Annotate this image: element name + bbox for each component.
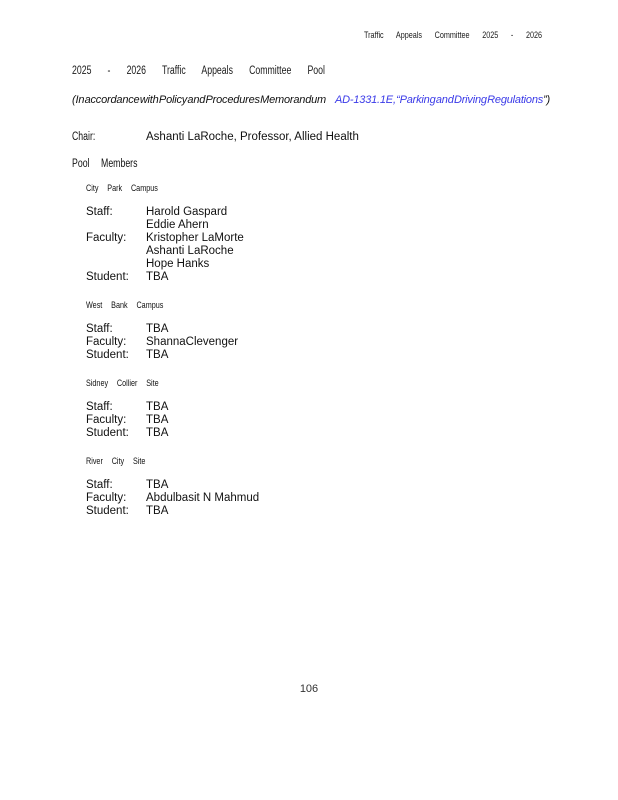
member-row [86, 336, 546, 349]
member-name: TBA [146, 349, 169, 361]
member-name: TBA [146, 479, 169, 491]
member-name: Ashanti LaRoche [146, 245, 234, 257]
campus-heading [86, 300, 546, 311]
member-names [146, 414, 168, 427]
member-name: Harold Gaspard [146, 206, 228, 218]
member-name: TBA [146, 505, 169, 517]
member-names [146, 427, 168, 440]
policy-memo-suffix: ”) [543, 94, 550, 106]
role-label: Staff: [86, 401, 113, 413]
role-label: Student: [86, 271, 129, 283]
member-names [146, 505, 168, 518]
policy-link[interactable]: AD-1331.1E, “Parking and Driving Regulations [335, 94, 544, 106]
page-number: 106 [299, 683, 319, 695]
role-label: Student: [86, 505, 129, 517]
chair-value: Ashanti LaRoche, Professor, Allied Health [146, 131, 359, 143]
member-names [146, 232, 244, 271]
member-name: Abdulbasit N Mahmud [146, 492, 260, 504]
campus-heading-text: City Park Campus [86, 183, 158, 194]
member-row [86, 479, 546, 492]
role-label: Staff: [86, 206, 113, 218]
role-label: Faculty: [86, 336, 127, 348]
member-row [86, 427, 546, 440]
campus-section [86, 378, 546, 440]
campus-section [86, 300, 546, 362]
campus-heading-text: Sidney Collier Site [86, 378, 159, 389]
role-label: Faculty: [86, 414, 127, 426]
running-header-text: Traffic Appeals Committee 2025 - 2026 [363, 30, 542, 41]
role-label: Staff: [86, 323, 113, 335]
page-title-text: 2025 - 2026 Traffic Appeals Committee Pool [72, 65, 325, 77]
policy-memo-line [72, 94, 550, 106]
campus-section [86, 183, 546, 284]
member-row [86, 271, 546, 284]
chair-label: Chair: [72, 131, 96, 143]
member-names [146, 479, 168, 492]
member-name: TBA [146, 323, 169, 335]
member-row [86, 349, 546, 362]
member-row [86, 505, 546, 518]
role-label: Student: [86, 427, 129, 439]
member-row [86, 232, 546, 271]
member-name: TBA [146, 401, 169, 413]
member-names [146, 492, 259, 505]
member-row [86, 323, 546, 336]
member-name: Kristopher LaMorte [146, 232, 244, 244]
member-names [146, 349, 168, 362]
role-label: Staff: [86, 479, 113, 491]
campus-heading [86, 456, 546, 467]
campus-heading-text: River City Site [86, 456, 146, 467]
member-names [146, 336, 238, 349]
member-row [86, 492, 546, 505]
member-row [86, 414, 546, 427]
member-name: TBA [146, 414, 169, 426]
chair-row [72, 131, 359, 143]
pool-members-heading: Pool Members [72, 158, 138, 170]
member-names [146, 206, 227, 232]
campus-heading [86, 183, 546, 194]
role-label: Faculty: [86, 232, 127, 244]
member-name: ShannaClevenger [146, 336, 239, 348]
member-name: TBA [146, 427, 169, 439]
member-row [86, 206, 546, 232]
member-name: Eddie Ahern [146, 219, 209, 231]
member-names [146, 271, 168, 284]
campus-heading [86, 378, 546, 389]
policy-memo-prefix: (In accordance with Policy and Procedures Memorandum [72, 94, 327, 106]
campus-heading-text: West Bank Campus [86, 300, 164, 311]
member-name: Hope Hanks [146, 258, 210, 270]
campus-section [86, 456, 546, 518]
page-title [72, 65, 405, 77]
member-name: TBA [146, 271, 169, 283]
running-header [364, 30, 598, 41]
role-label: Faculty: [86, 492, 127, 504]
member-names [146, 401, 168, 414]
campus-sections [86, 183, 546, 534]
member-row [86, 401, 546, 414]
role-label: Student: [86, 349, 129, 361]
member-names [146, 323, 168, 336]
